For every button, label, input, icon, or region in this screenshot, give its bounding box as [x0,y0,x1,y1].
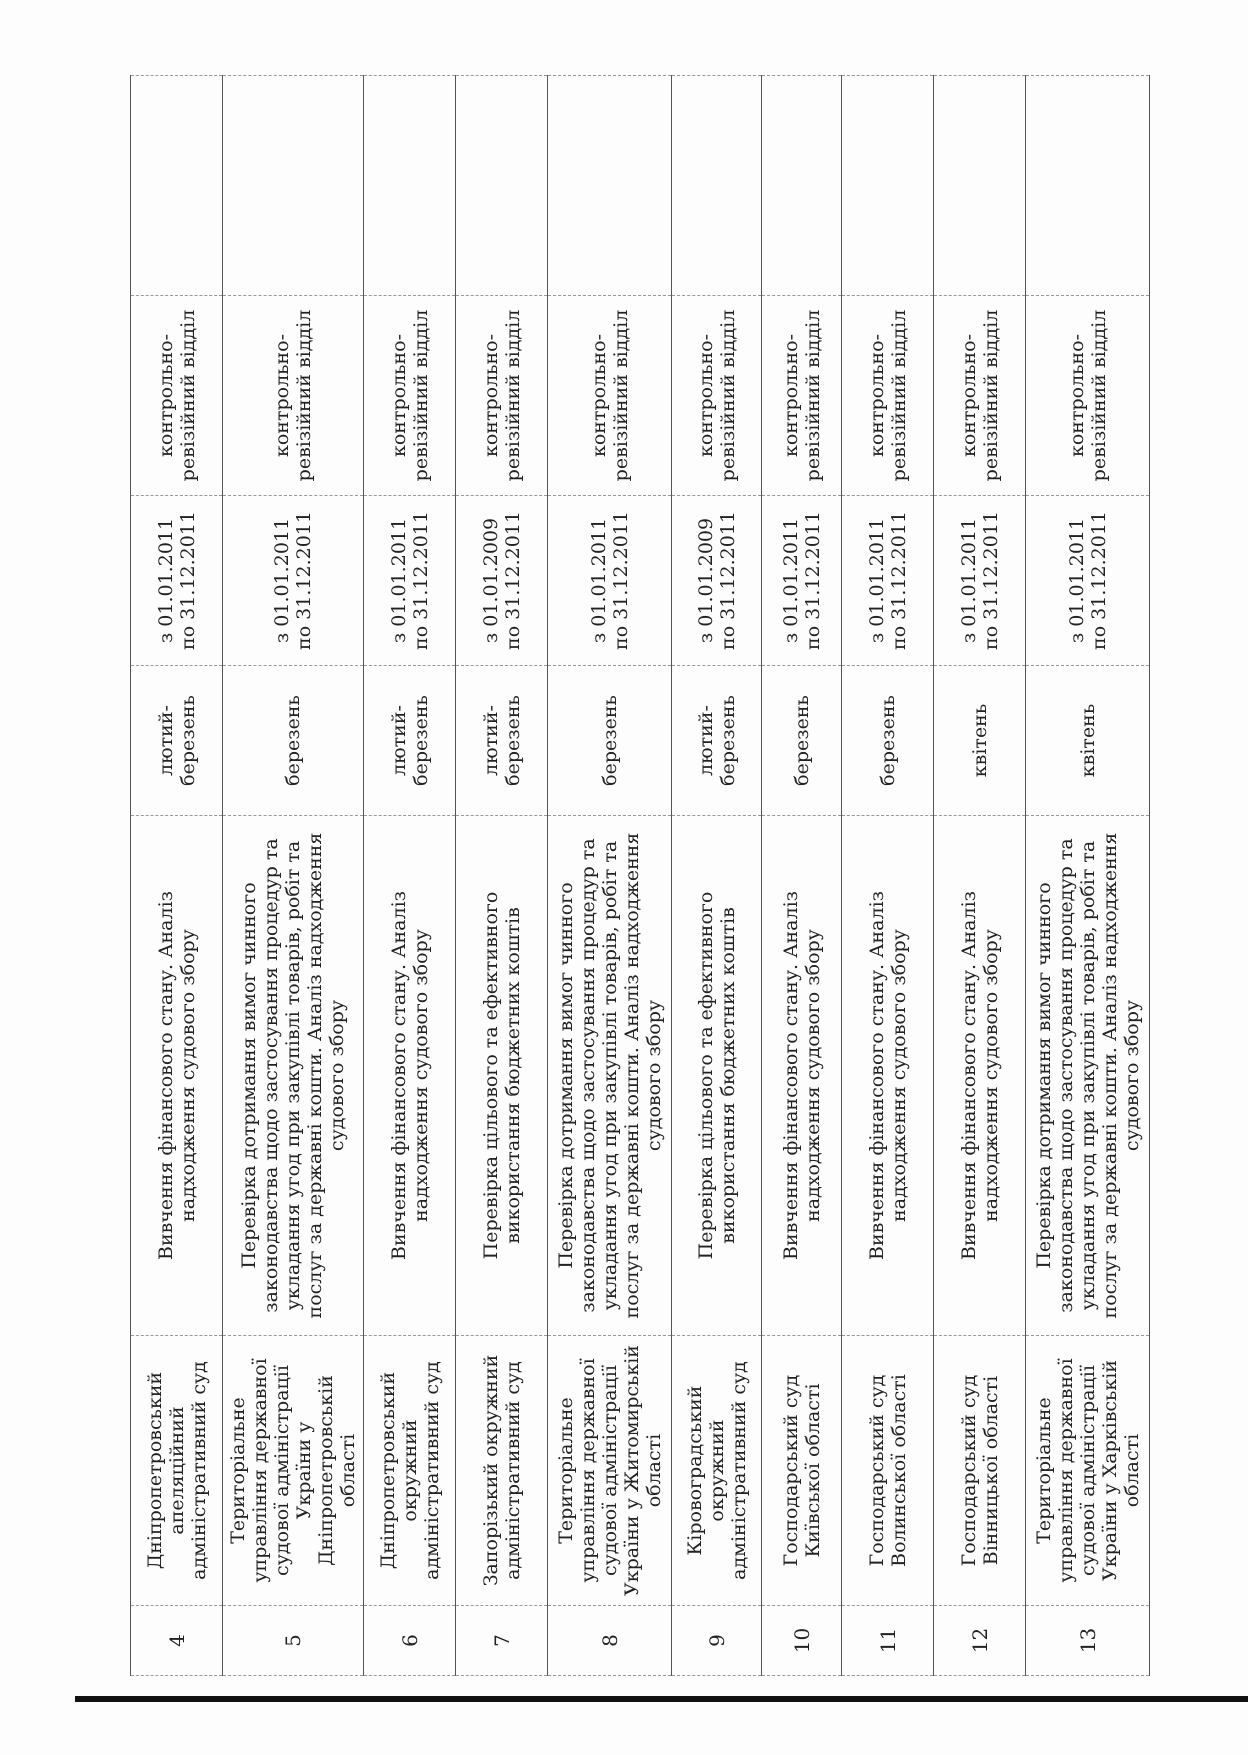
row-number-cell: 12 [934,1606,1026,1676]
department-cell: контрольно-ревізійний відділ [131,296,223,496]
organization-cell: Територіальне управління державної судової адміністрації України у Дніпропетровській області [223,1336,364,1606]
audit-topic-cell: Перевірка дотримання вимог чинного законодавства щодо застосування процедур та укладання угод при закупівлі товарів, робіт та послуг за державні кошти. Аналіз надходження судового збору [223,816,364,1336]
note-cell [548,76,672,296]
note-cell [762,76,842,296]
note-cell [456,76,548,296]
audit-topic-cell: Вивчення фінансового стану. Аналіз надходження судового збору [364,816,456,1336]
organization-cell: Господарський суд Волинської області [842,1336,934,1606]
organization-cell: Господарський суд Вінницької області [934,1336,1026,1606]
period-cell: з 01.01.2011 по 31.12.2011 [364,496,456,666]
month-cell: березень [842,666,934,816]
department-cell: контрольно-ревізійний відділ [1026,296,1150,496]
table-row [672,76,762,1676]
row-number-cell: 7 [456,1606,548,1676]
organization-cell: Дніпропетровський окружний адміністративний суд [364,1336,456,1606]
row-number-cell: 4 [131,1606,223,1676]
audit-topic-cell: Перевірка цільового та ефективного використання бюджетних коштів [456,816,548,1336]
table-row [364,76,456,1676]
note-cell [934,76,1026,296]
table-row [762,76,842,1676]
table-row [223,76,364,1676]
period-cell: з 01.01.2011 по 31.12.2011 [842,496,934,666]
note-cell [1026,76,1150,296]
period-cell: з 01.01.2009 по 31.12.2011 [456,496,548,666]
period-cell: з 01.01.2011 по 31.12.2011 [1026,496,1150,666]
table-body [131,76,1150,1676]
organization-cell: Кіровоградський окружний адміністративний суд [672,1336,762,1606]
month-cell: квітень [1026,666,1150,816]
department-cell: контрольно-ревізійний відділ [762,296,842,496]
audit-topic-cell: Вивчення фінансового стану. Аналіз надходження судового збору [131,816,223,1336]
department-cell: контрольно-ревізійний відділ [364,296,456,496]
period-cell: з 01.01.2009 по 31.12.2011 [672,496,762,666]
department-cell: контрольно-ревізійний відділ [842,296,934,496]
organization-cell: Територіальне управління державної судової адміністрації України у Харківській області [1026,1336,1150,1606]
note-cell [364,76,456,296]
department-cell: контрольно-ревізійний відділ [672,296,762,496]
period-cell: з 01.01.2011 по 31.12.2011 [223,496,364,666]
department-cell: контрольно-ревізійний відділ [548,296,672,496]
row-number-cell: 8 [548,1606,672,1676]
row-number-cell: 5 [223,1606,364,1676]
table-row [842,76,934,1676]
period-cell: з 01.01.2011 по 31.12.2011 [548,496,672,666]
period-cell: з 01.01.2011 по 31.12.2011 [131,496,223,666]
period-cell: з 01.01.2011 по 31.12.2011 [762,496,842,666]
department-cell: контрольно-ревізійний відділ [934,296,1026,496]
audit-topic-cell: Перевірка дотримання вимог чинного законодавства щодо застосування процедур та укладання угод при закупівлі товарів, робіт та послуг за державні кошти. Аналіз надходження судового збору [1026,816,1150,1336]
table-row [548,76,672,1676]
audit-plan-table [130,75,1150,1676]
organization-cell: Територіальне управління державної судової адміністрації України у Житомирській області [548,1336,672,1606]
note-cell [672,76,762,296]
page-bottom-rule [75,1696,1248,1702]
table-row [934,76,1026,1676]
month-cell: лютий-березень [364,666,456,816]
row-number-cell: 9 [672,1606,762,1676]
rotated-table-container [130,76,1150,1676]
audit-topic-cell: Вивчення фінансового стану. Аналіз надходження судового збору [934,816,1026,1336]
month-cell: квітень [934,666,1026,816]
row-number-cell: 10 [762,1606,842,1676]
department-cell: контрольно-ревізійний відділ [456,296,548,496]
organization-cell: Господарський суд Київської області [762,1336,842,1606]
row-number-cell: 13 [1026,1606,1150,1676]
department-cell: контрольно-ревізійний відділ [223,296,364,496]
month-cell: березень [762,666,842,816]
table-row [1026,76,1150,1676]
month-cell: лютий-березень [131,666,223,816]
table-row [131,76,223,1676]
note-cell [131,76,223,296]
note-cell [223,76,364,296]
row-number-cell: 6 [364,1606,456,1676]
table-row [456,76,548,1676]
note-cell [842,76,934,296]
organization-cell: Запорізький окружний адміністративний суд [456,1336,548,1606]
audit-topic-cell: Вивчення фінансового стану. Аналіз надходження судового збору [842,816,934,1336]
month-cell: березень [223,666,364,816]
row-number-cell: 11 [842,1606,934,1676]
month-cell: лютий-березень [456,666,548,816]
audit-topic-cell: Вивчення фінансового стану. Аналіз надходження судового збору [762,816,842,1336]
month-cell: лютий-березень [672,666,762,816]
month-cell: березень [548,666,672,816]
audit-topic-cell: Перевірка дотримання вимог чинного законодавства щодо застосування процедур та укладання угод при закупівлі товарів, робіт та послуг за державні кошти. Аналіз надходження судового збору [548,816,672,1336]
organization-cell: Дніпропетровський апеляційний адміністративний суд [131,1336,223,1606]
period-cell: з 01.01.2011 по 31.12.2011 [934,496,1026,666]
audit-topic-cell: Перевірка цільового та ефективного використання бюджетних коштів [672,816,762,1336]
